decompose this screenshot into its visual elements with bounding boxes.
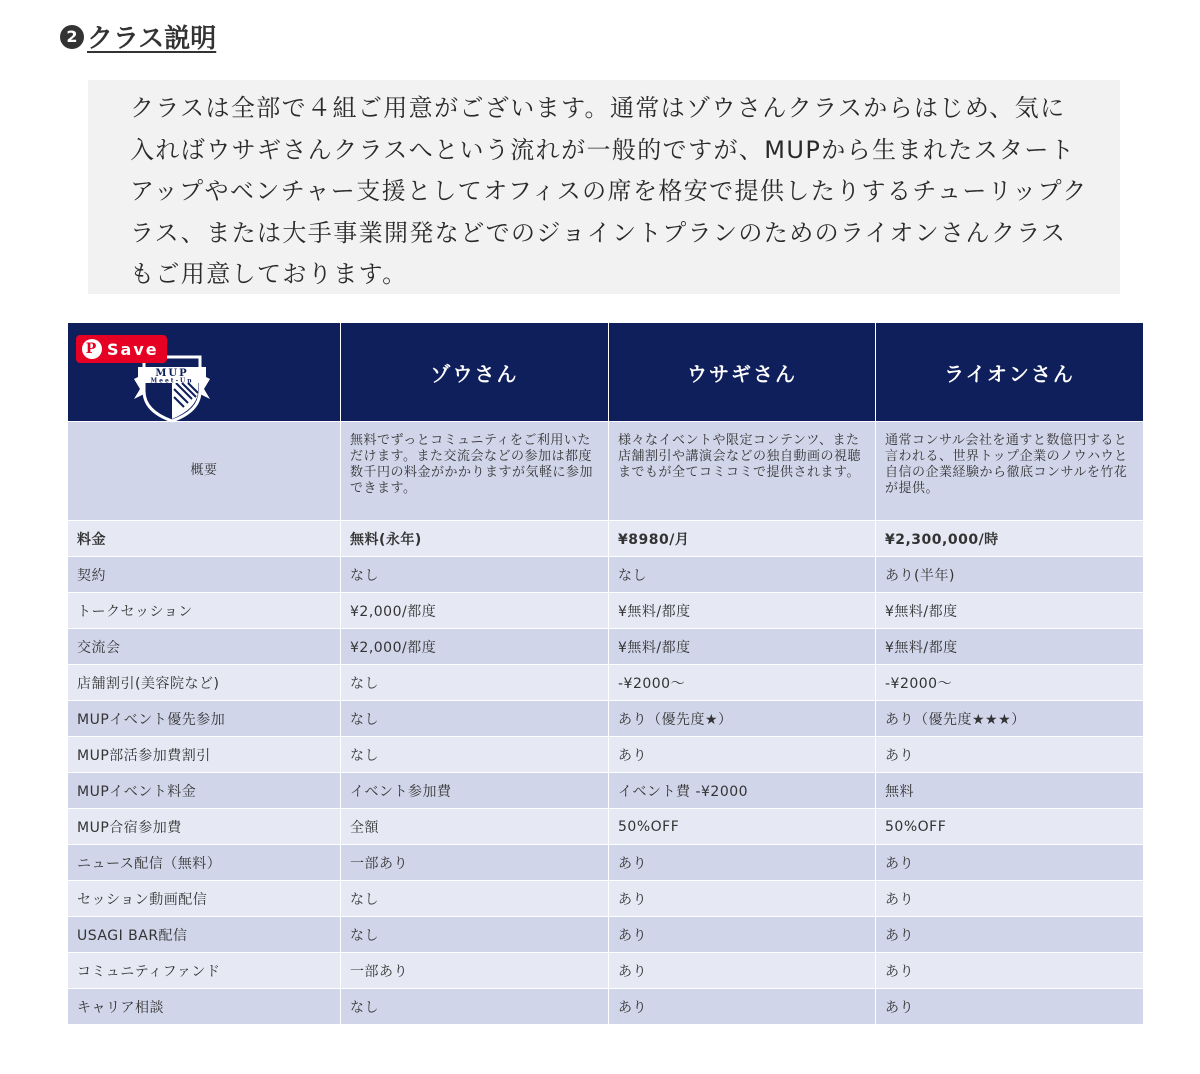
cell-zou: 無料(永年): [341, 521, 609, 557]
cell-usagi: ¥無料/都度: [609, 593, 876, 629]
row-label: 契約: [68, 557, 341, 593]
cell-zou: なし: [341, 557, 609, 593]
row-label: 概要: [68, 422, 341, 521]
cell-usagi: 50%OFF: [609, 809, 876, 845]
cell-lion: あり: [876, 845, 1144, 881]
cell-lion: ¥2,300,000/時: [876, 521, 1144, 557]
cell-usagi: イベント費 -¥2000: [609, 773, 876, 809]
cell-usagi: あり: [609, 989, 876, 1025]
row-label: MUP部活参加費割引: [68, 737, 341, 773]
row-label: セッション動画配信: [68, 881, 341, 917]
table-row: [68, 557, 1144, 593]
row-label: 店舗割引(美容院など): [68, 665, 341, 701]
cell-zou: なし: [341, 917, 609, 953]
logo-text-mup: MUP: [155, 368, 189, 379]
cell-usagi: あり: [609, 953, 876, 989]
cell-lion: 通常コンサル会社を通すと数億円すると言われる、世界トップ企業のノウハウと自信の企業経験から徹底コンサルを竹花が提供。: [876, 422, 1144, 521]
cell-zou: ¥2,000/都度: [341, 593, 609, 629]
pinterest-save-label: Save: [107, 339, 159, 359]
table-body: [68, 422, 1144, 1025]
cell-zou: なし: [341, 989, 609, 1025]
table-row-description: [68, 422, 1144, 521]
cell-zou: ¥2,000/都度: [341, 629, 609, 665]
intro-text: クラスは全部で４組ご用意がございます。通常はゾウさんクラスからはじめ、気に入ればウサギさんクラスへという流れが一般的ですが、MUPから生まれたスタートアップやベンチャー支援としてオフィスの席を格安で提供したりするチューリップクラス、または大手事業開発などでのジョイントプランのためのライオンさんクラスもご用意しております。: [130, 94, 1088, 288]
header-zou: ゾウさん: [341, 323, 609, 422]
cell-lion: あり: [876, 917, 1144, 953]
cell-zou: なし: [341, 881, 609, 917]
table-row: [68, 665, 1144, 701]
table-row: [68, 593, 1144, 629]
cell-zou: イベント参加費: [341, 773, 609, 809]
section-heading: [60, 18, 216, 55]
cell-zou: 全額: [341, 809, 609, 845]
cell-usagi: あり（優先度★）: [609, 701, 876, 737]
cell-lion: あり: [876, 989, 1144, 1025]
row-label: MUPイベント優先参加: [68, 701, 341, 737]
cell-zou: なし: [341, 665, 609, 701]
logo-text-meetup: Meet-Up: [150, 377, 194, 385]
row-label: キャリア相談: [68, 989, 341, 1025]
table-row: [68, 809, 1144, 845]
cell-zou: 一部あり: [341, 953, 609, 989]
cell-usagi: ¥8980/月: [609, 521, 876, 557]
header-lion: ライオンさん: [876, 323, 1144, 422]
cell-lion: ¥無料/都度: [876, 629, 1144, 665]
cell-zou: なし: [341, 737, 609, 773]
cell-zou: 無料でずっとコミュニティをご利用いただけます。また交流会などの参加は都度数千円の料金がかかりますが気軽に参加できます。: [341, 422, 609, 521]
table-row: [68, 773, 1144, 809]
row-label: USAGI BAR配信: [68, 917, 341, 953]
cell-lion: あり: [876, 737, 1144, 773]
cell-lion: 50%OFF: [876, 809, 1144, 845]
cell-usagi: あり: [609, 881, 876, 917]
cell-zou: 一部あり: [341, 845, 609, 881]
table-row: [68, 917, 1144, 953]
table-row: [68, 737, 1144, 773]
cell-usagi: 様々なイベントや限定コンテンツ、また店舗割引や講演会などの独自動画の視聴までもが全てコミコミで提供されます。: [609, 422, 876, 521]
table-row: [68, 989, 1144, 1025]
logo-cell: [68, 323, 341, 422]
row-label: 交流会: [68, 629, 341, 665]
table-row: [68, 521, 1144, 557]
cell-usagi: ¥無料/都度: [609, 629, 876, 665]
cell-usagi: あり: [609, 845, 876, 881]
cell-lion: ¥無料/都度: [876, 593, 1144, 629]
cell-lion: あり(半年): [876, 557, 1144, 593]
row-label: MUPイベント料金: [68, 773, 341, 809]
row-label: 料金: [68, 521, 341, 557]
pinterest-save-button[interactable]: [76, 335, 167, 363]
cell-lion: 無料: [876, 773, 1144, 809]
table-row: [68, 845, 1144, 881]
cell-usagi: なし: [609, 557, 876, 593]
cell-lion: あり: [876, 953, 1144, 989]
heading-title: クラス説明: [87, 24, 217, 54]
row-label: MUP合宿参加費: [68, 809, 341, 845]
class-comparison-table: [67, 322, 1144, 1025]
intro-box: [88, 80, 1120, 294]
cell-usagi: -¥2000〜: [609, 665, 876, 701]
row-label: ニュース配信（無料）: [68, 845, 341, 881]
cell-zou: なし: [341, 701, 609, 737]
cell-usagi: あり: [609, 917, 876, 953]
table-header-row: [68, 323, 1144, 422]
heading-number: 2: [60, 25, 84, 49]
cell-lion: -¥2000〜: [876, 665, 1144, 701]
cell-lion: あり（優先度★★★）: [876, 701, 1144, 737]
row-label: コミュニティファンド: [68, 953, 341, 989]
table-row: [68, 629, 1144, 665]
header-usagi: ウサギさん: [609, 323, 876, 422]
table-row: [68, 881, 1144, 917]
cell-lion: あり: [876, 881, 1144, 917]
cell-usagi: あり: [609, 737, 876, 773]
pinterest-icon: P: [82, 339, 102, 359]
table-row: [68, 701, 1144, 737]
table-row: [68, 953, 1144, 989]
row-label: トークセッション: [68, 593, 341, 629]
